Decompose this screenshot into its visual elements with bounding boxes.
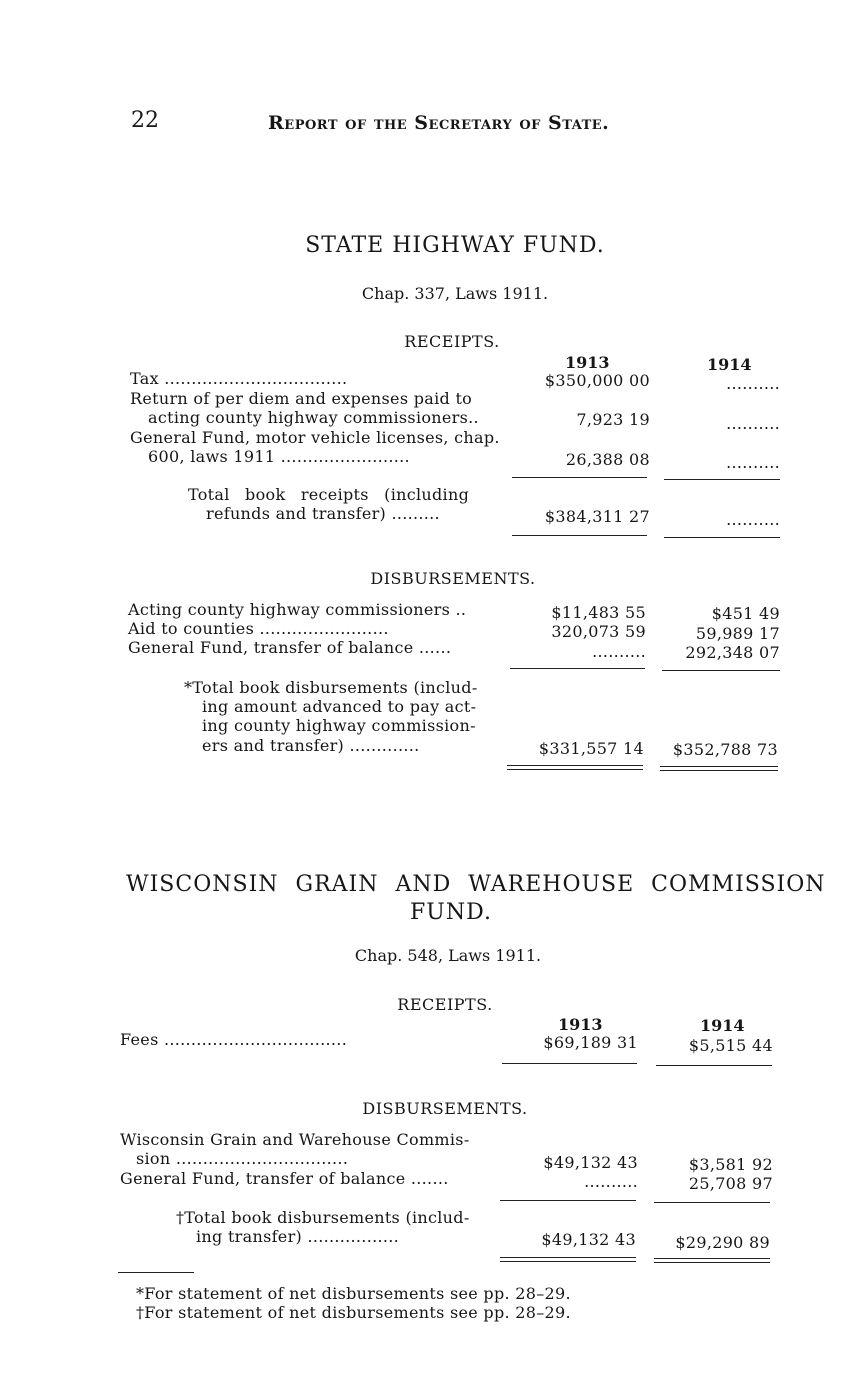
disb-general-1913: ..........: [592, 642, 646, 661]
receipt-perdiem-1913: 7,923 19: [576, 410, 650, 429]
grain-disb-gf-1913: ..........: [584, 1172, 638, 1191]
section-title-grain-1: WISCONSIN GRAIN AND WAREHOUSE COMMISSION: [126, 872, 826, 897]
total-receipts-1914: ..........: [726, 510, 780, 529]
total-disb-label-4: ers and transfer) .............: [202, 736, 420, 755]
section-title-highway: STATE HIGHWAY FUND.: [305, 233, 605, 258]
disb-subtotal-rule-1914: [662, 670, 780, 671]
receipt-label-perdiem-2: acting county highway commissioners..: [148, 408, 479, 427]
footnote-rule: [118, 1272, 194, 1273]
disb-aid-1914: 59,989 17: [695, 624, 780, 643]
receipt-tax-1914: ..........: [726, 374, 780, 393]
section-title-grain-2: FUND.: [410, 900, 492, 925]
disb-acting-1913: $11,483 55: [551, 603, 646, 622]
subtotal-rule-1913: [512, 477, 647, 478]
receipt-motor-1914: ..........: [726, 453, 780, 472]
grain-year-header-1913: 1913: [558, 1015, 603, 1034]
receipt-perdiem-1914: ..........: [726, 414, 780, 433]
disb-label-aid: Aid to counties ........................: [128, 619, 389, 638]
grain-total-label-2: ing transfer) .................: [196, 1227, 400, 1246]
disbursements-heading-highway: DISBURSEMENTS.: [370, 569, 536, 588]
total-disb-label-3: ing county highway commission-: [202, 716, 476, 735]
disb-label-acting: Acting county highway commissioners ..: [128, 600, 467, 619]
footnote-asterisk: *For statement of net disbursements see pp. 28–29.: [136, 1284, 571, 1303]
total-disb-label-2: ing amount advanced to pay act-: [202, 697, 477, 716]
grain-disb-gf-1914: 25,708 97: [688, 1174, 773, 1193]
grain-fees-1913: $69,189 31: [543, 1033, 638, 1052]
disb-label-general: General Fund, transfer of balance ......: [128, 638, 452, 657]
grain-total-label-1: †Total book disbursements (includ-: [176, 1208, 470, 1227]
grain-disb-rule-1914: [654, 1202, 770, 1203]
total-receipts-rule-1914: [664, 537, 780, 538]
receipt-label-tax: Tax ..................................: [130, 369, 348, 388]
total-receipts-label-1: Total book receipts (including: [188, 485, 470, 504]
page-number: 22: [131, 108, 159, 133]
grain-total-1913: $49,132 43: [541, 1230, 636, 1249]
grain-disb-label-1: Wisconsin Grain and Warehouse Commis-: [120, 1130, 470, 1149]
total-disb-label-1: *Total book disbursements (includ-: [184, 678, 478, 697]
receipt-motor-1913: 26,388 08: [565, 450, 650, 469]
total-receipts-label-2: refunds and transfer) .........: [206, 504, 440, 523]
grain-disb-sion-1914: $3,581 92: [688, 1155, 773, 1174]
total-receipts-1913: $384,311 27: [544, 507, 650, 526]
year-header-1913: 1913: [565, 353, 610, 372]
disb-general-1914: 292,348 07: [685, 643, 780, 662]
disbursements-heading-grain: DISBURSEMENTS.: [362, 1099, 528, 1118]
disb-acting-1914: $451 49: [711, 604, 780, 623]
chapter-highway: Chap. 337, Laws 1911.: [361, 284, 549, 303]
grain-year-header-1914: 1914: [700, 1016, 745, 1035]
grain-fees-label: Fees ..................................: [120, 1030, 348, 1049]
receipt-label-motor-2: 600, laws 1911 ........................: [148, 447, 410, 466]
grain-disb-rule-1913: [500, 1200, 636, 1201]
grain-disb-label-2: sion ................................: [136, 1149, 349, 1168]
grain-fees-rule-1914: [656, 1065, 772, 1066]
disb-aid-1913: 320,073 59: [551, 622, 646, 641]
grain-disb-gf-label: General Fund, transfer of balance .......: [120, 1169, 449, 1188]
footnote-dagger: †For statement of net disbursements see pp. 28–29.: [136, 1303, 571, 1322]
total-receipts-rule-1913: [512, 535, 647, 536]
grain-total-double-rule-1914: [654, 1258, 770, 1263]
disb-subtotal-rule-1913: [510, 668, 645, 669]
receipts-heading-grain: RECEIPTS.: [397, 995, 493, 1014]
total-disb-double-rule-1913: [507, 765, 643, 770]
total-disb-1914: $352,788 73: [672, 740, 778, 759]
grain-fees-1914: $5,515 44: [688, 1036, 773, 1055]
receipt-tax-1913: $350,000 00: [544, 371, 650, 390]
grain-fees-rule-1913: [502, 1063, 637, 1064]
year-header-1914: 1914: [707, 355, 752, 374]
receipt-label-motor-1: General Fund, motor vehicle licenses, chap.: [130, 428, 500, 447]
grain-total-1914: $29,290 89: [675, 1233, 770, 1252]
receipt-label-perdiem-1: Return of per diem and expenses paid to: [130, 389, 473, 408]
grain-total-double-rule-1913: [500, 1257, 636, 1262]
running-title: Report of the Secretary of State.: [268, 112, 610, 134]
receipts-heading-highway: RECEIPTS.: [404, 332, 500, 351]
subtotal-rule-1914: [664, 479, 780, 480]
total-disb-double-rule-1914: [660, 766, 778, 771]
grain-disb-sion-1913: $49,132 43: [543, 1153, 638, 1172]
total-disb-1913: $331,557 14: [538, 739, 644, 758]
chapter-grain: Chap. 548, Laws 1911.: [354, 946, 542, 965]
